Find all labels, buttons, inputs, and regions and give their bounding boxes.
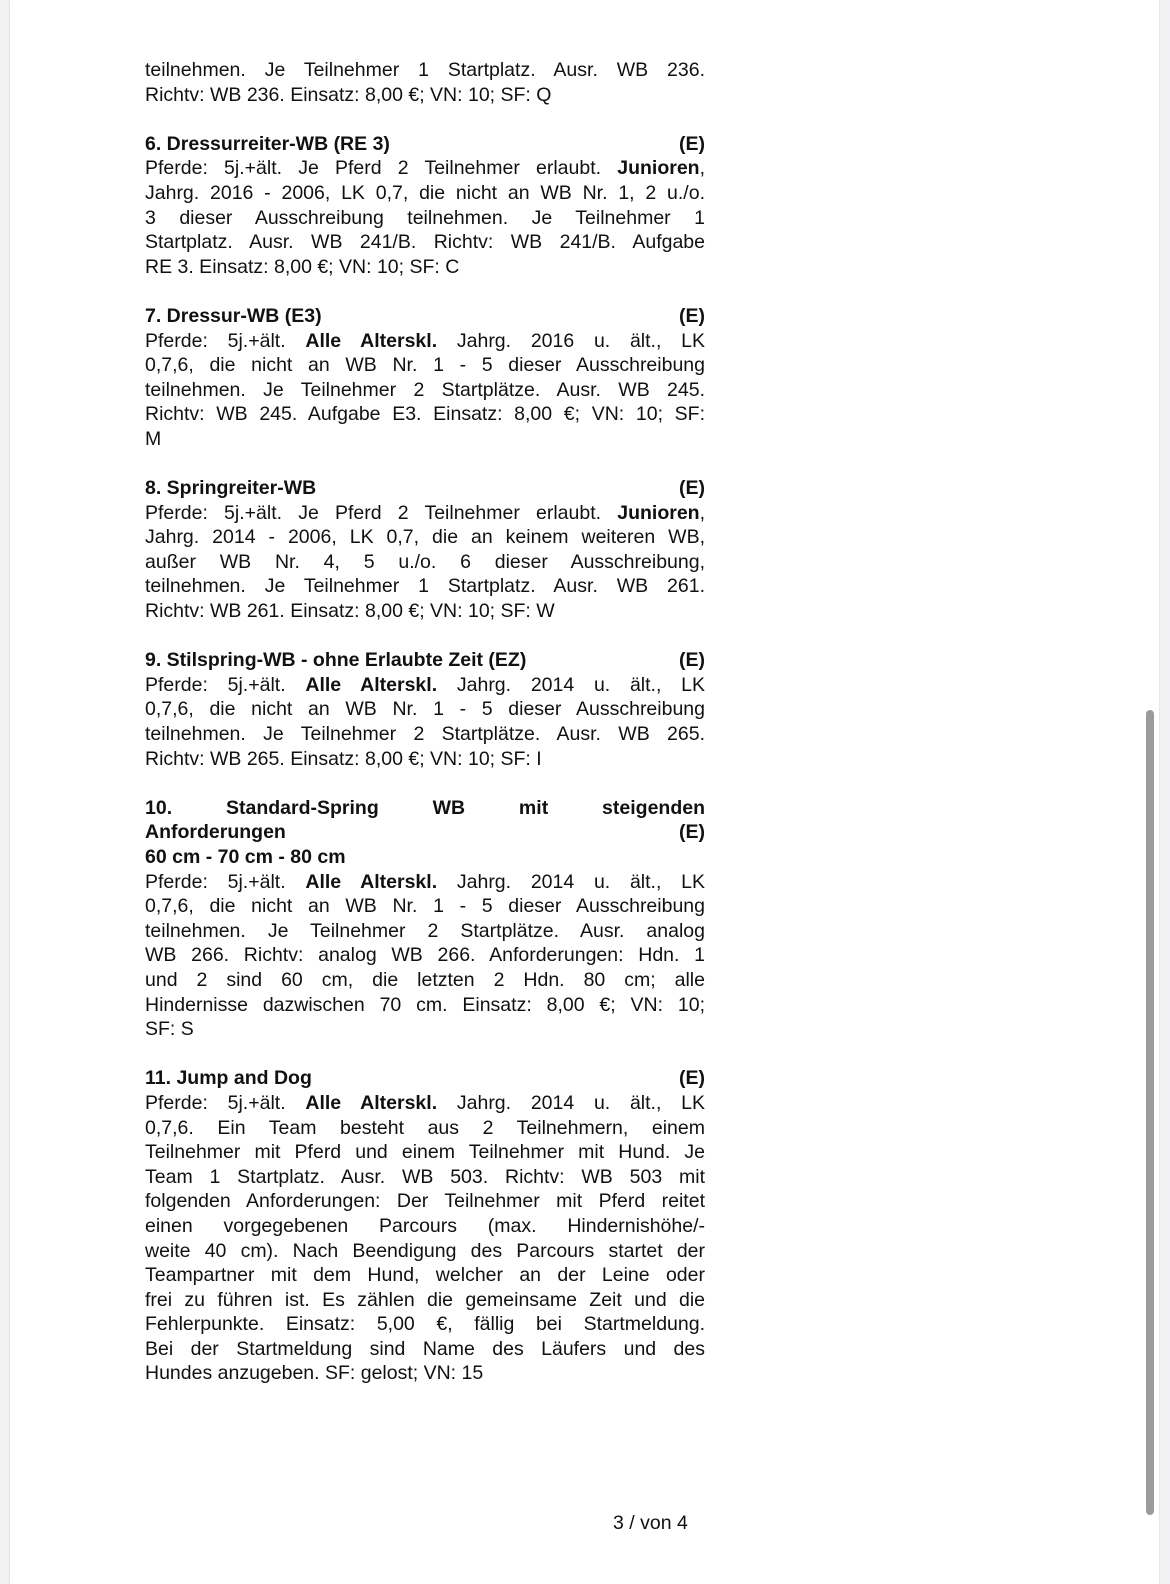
- section-title: 7. Dressur-WB (E3): [145, 304, 322, 327]
- section-line: Teampartner mit dem Hund, welcher an der Leine oder: [145, 1264, 705, 1287]
- section-line: Hundes anzugeben. SF: gelost; VN: 15: [145, 1362, 484, 1385]
- vertical-scrollbar[interactable]: [1146, 710, 1154, 1515]
- section-line: weite 40 cm). Nach Beendigung des Parcours startet der: [145, 1239, 705, 1262]
- section-line: Hindernisse dazwischen 70 cm. Einsatz: 8,00 €; VN: 10;: [145, 993, 705, 1016]
- document-content: [145, 58, 705, 1386]
- section-line: 0,7,6. Ein Team besteht aus 2 Teilnehmern, einem: [145, 1116, 705, 1139]
- section-title: Anforderungen: [145, 821, 286, 844]
- section-line: SF: S: [145, 1018, 194, 1041]
- section-line: Startplatz. Ausr. WB 241/B. Richtv: WB 241/B. Aufgabe: [145, 231, 705, 254]
- section-class: (E): [679, 304, 705, 327]
- section-class: (E): [679, 821, 705, 844]
- section-line: einen vorgegebenen Parcours (max. Hindernishöhe/-: [145, 1214, 705, 1237]
- section-line: RE 3. Einsatz: 8,00 €; VN: 10; SF: C: [145, 255, 460, 278]
- section-line: Team 1 Startplatz. Ausr. WB 503. Richtv: WB 503 mit: [145, 1165, 705, 1188]
- section-class: (E): [679, 477, 705, 500]
- section-line: Pferde: 5j.+ält. Alle Alterskl. Jahrg. 2016 u. ält., LK: [145, 329, 705, 352]
- section-line: teilnehmen. Je Teilnehmer 2 Startplätze. Ausr. WB 245.: [145, 378, 705, 401]
- section-subtitle: 60 cm - 70 cm - 80 cm: [145, 846, 346, 868]
- section-title: 9. Stilspring-WB - ohne Erlaubte Zeit (EZ): [145, 649, 527, 672]
- section-title: 6. Dressurreiter-WB (RE 3): [145, 132, 390, 155]
- section-line: Jahrg. 2016 - 2006, LK 0,7, die nicht an WB Nr. 1, 2 u./o.: [145, 181, 705, 204]
- section-heading: [145, 1066, 705, 1091]
- section-class: (E): [679, 649, 705, 672]
- section-line: Richtv: WB 261. Einsatz: 8,00 €; VN: 10; SF: W: [145, 600, 555, 623]
- section-title: 11. Jump and Dog: [145, 1067, 312, 1090]
- section-line: Richtv: WB 265. Einsatz: 8,00 €; VN: 10; SF: I: [145, 747, 542, 770]
- section-line: Richtv: WB 245. Aufgabe E3. Einsatz: 8,00 €; VN: 10; SF:: [145, 403, 705, 426]
- section-line: teilnehmen. Je Teilnehmer 2 Startplätze. Ausr. WB 265.: [145, 723, 705, 746]
- section-class: (E): [679, 132, 705, 155]
- section-line: WB 266. Richtv: analog WB 266. Anforderungen: Hdn. 1: [145, 944, 705, 967]
- section-line: außer WB Nr. 4, 5 u./o. 6 dieser Ausschreibung,: [145, 550, 705, 573]
- section-line: teilnehmen. Je Teilnehmer 1 Startplatz. Ausr. WB 261.: [145, 575, 705, 598]
- section-line: Teilnehmer mit Pferd und einem Teilnehmer mit Hund. Je: [145, 1141, 705, 1164]
- section-line: frei zu führen ist. Es zählen die gemeinsame Zeit und die: [145, 1288, 705, 1311]
- section-line: M: [145, 427, 162, 450]
- section-class: (E): [679, 1067, 705, 1090]
- section-heading: [145, 132, 705, 157]
- section-line: teilnehmen. Je Teilnehmer 2 Startplätze. Ausr. analog: [145, 919, 705, 942]
- section-heading: [145, 476, 705, 501]
- section-line: und 2 sind 60 cm, die letzten 2 Hdn. 80 cm; alle: [145, 968, 705, 991]
- document-page: [10, 0, 1159, 1584]
- section-title: 8. Springreiter-WB: [145, 477, 317, 500]
- section-heading: [145, 648, 705, 673]
- section-line: Jahrg. 2014 - 2006, LK 0,7, die an keinem weiteren WB,: [145, 526, 705, 549]
- section-line: Bei der Startmeldung sind Name des Läufers und des: [145, 1337, 705, 1360]
- section-line: Pferde: 5j.+ält. Alle Alterskl. Jahrg. 2014 u. ält., LK: [145, 1091, 705, 1114]
- section-line: Pferde: 5j.+ält. Je Pferd 2 Teilnehmer erlaubt. Junioren,: [145, 157, 705, 180]
- section-line: Fehlerpunkte. Einsatz: 5,00 €, fällig bei Startmeldung.: [145, 1313, 705, 1336]
- section-line: Pferde: 5j.+ält. Alle Alterskl. Jahrg. 2014 u. ält., LK: [145, 673, 705, 696]
- section-line: Pferde: 5j.+ält. Alle Alterskl. Jahrg. 2014 u. ält., LK: [145, 870, 705, 893]
- intro-line: Richtv: WB 236. Einsatz: 8,00 €; VN: 10; SF: Q: [145, 83, 552, 106]
- section-line: 3 dieser Ausschreibung teilnehmen. Je Teilnehmer 1: [145, 206, 705, 229]
- section-heading: [145, 820, 705, 845]
- section-line: folgenden Anforderungen: Der Teilnehmer mit Pferd reitet: [145, 1190, 705, 1213]
- section-line: Pferde: 5j.+ält. Je Pferd 2 Teilnehmer erlaubt. Junioren,: [145, 501, 705, 524]
- section-line: 0,7,6, die nicht an WB Nr. 1 - 5 dieser Ausschreibung: [145, 698, 705, 721]
- section-heading: [145, 304, 705, 329]
- page-number: 3 / von 4: [613, 1512, 688, 1534]
- section-line: 0,7,6, die nicht an WB Nr. 1 - 5 dieser Ausschreibung: [145, 895, 705, 918]
- intro-line: teilnehmen. Je Teilnehmer 1 Startplatz. Ausr. WB 236.: [145, 59, 705, 81]
- section-line: 0,7,6, die nicht an WB Nr. 1 - 5 dieser Ausschreibung: [145, 354, 705, 377]
- section-title: 10. Standard-Spring WB mit steigenden: [145, 796, 705, 819]
